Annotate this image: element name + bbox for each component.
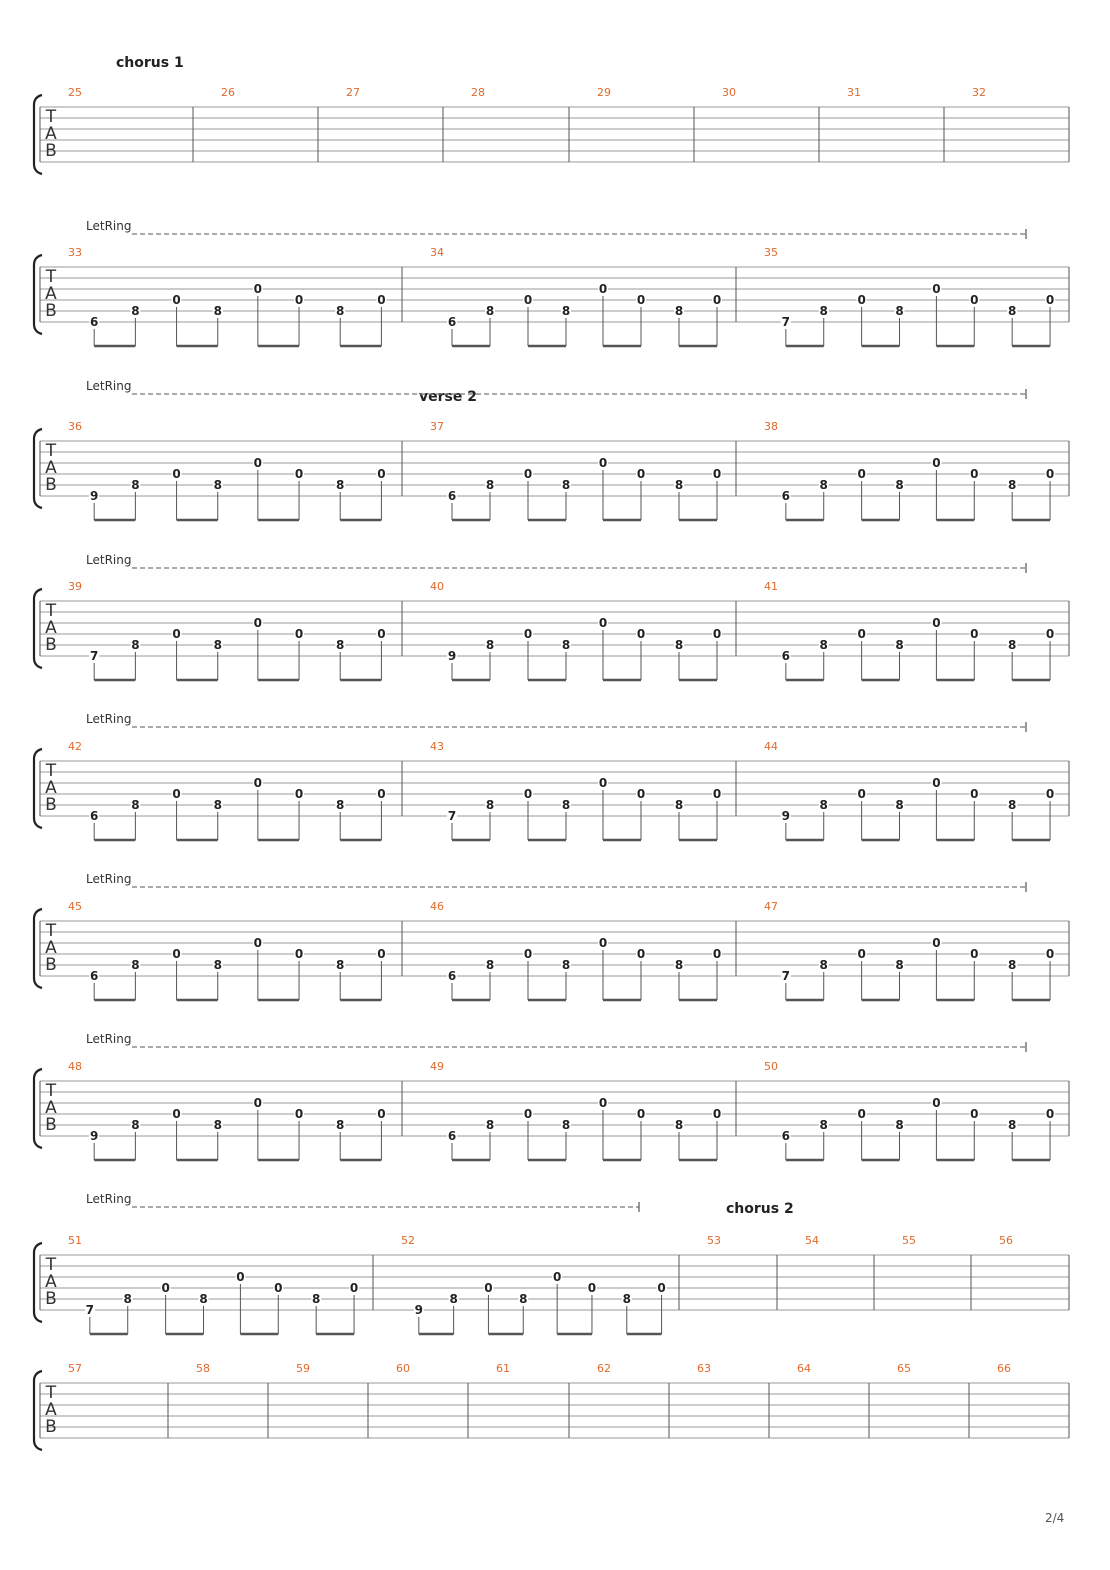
measure-number: 48 — [68, 1060, 82, 1073]
fret-number: 0 — [657, 1281, 666, 1295]
fret-number: 0 — [172, 467, 181, 481]
fret-number: 0 — [523, 947, 533, 961]
tab-clef-letter: A — [45, 938, 57, 958]
fret-number: 0 — [1045, 787, 1055, 801]
fret-number: 0 — [970, 787, 979, 801]
fret-number: 8 — [131, 638, 140, 652]
fret-number: 0 — [1045, 293, 1055, 307]
fret-number: 8 — [131, 798, 140, 812]
fret-number: 0 — [1045, 947, 1055, 961]
fret-number: 8 — [131, 958, 140, 972]
fret-number: 0 — [377, 1107, 386, 1121]
fret-number: 7 — [781, 315, 791, 329]
fret-number: 0 — [523, 467, 533, 481]
page-number: 2/4 — [1045, 1511, 1065, 1525]
fret-number: 0 — [932, 456, 941, 470]
fret-number: 8 — [213, 638, 222, 652]
fret-number: 0 — [712, 293, 722, 307]
measure-number: 27 — [346, 86, 360, 99]
fret-number: 8 — [213, 958, 222, 972]
fret-number: 8 — [561, 798, 571, 812]
fret-number: 0 — [636, 293, 646, 307]
fret-number: 8 — [336, 304, 345, 318]
fret-number: 7 — [781, 969, 791, 983]
fret-number: 8 — [1007, 638, 1017, 652]
fret-number: 0 — [857, 467, 866, 481]
fret-number: 0 — [377, 467, 386, 481]
section-label: chorus 2 — [726, 1201, 794, 1217]
fret-number: 8 — [561, 478, 571, 492]
fret-number: 0 — [294, 627, 304, 641]
fret-number: 0 — [294, 1107, 304, 1121]
fret-number: 8 — [336, 638, 345, 652]
fret-number: 8 — [895, 304, 904, 318]
fret-number: 8 — [485, 798, 495, 812]
measure-number: 39 — [68, 580, 82, 593]
fret-number: 0 — [377, 787, 386, 801]
tab-clef-letter: T — [45, 1081, 57, 1101]
fret-number: 8 — [895, 958, 904, 972]
fret-number: 0 — [253, 616, 263, 630]
fret-number: 8 — [819, 638, 828, 652]
fret-number: 8 — [674, 478, 684, 492]
tab-clef-letter: T — [45, 107, 57, 127]
measure-number: 61 — [496, 1362, 510, 1375]
fret-number: 0 — [523, 787, 533, 801]
fret-number: 8 — [561, 958, 571, 972]
fret-number: 0 — [636, 1107, 646, 1121]
tab-clef-letter: B — [45, 475, 57, 495]
measure-number: 40 — [430, 580, 444, 593]
measure-number: 52 — [401, 1234, 415, 1247]
measure-number: 56 — [999, 1234, 1013, 1247]
fret-number: 0 — [377, 947, 386, 961]
fret-number: 0 — [349, 1281, 359, 1295]
fret-number: 0 — [484, 1281, 493, 1295]
fret-number: 8 — [336, 478, 345, 492]
fret-number: 9 — [447, 649, 457, 663]
fret-number: 0 — [294, 947, 304, 961]
fret-number: 0 — [636, 947, 646, 961]
measure-number: 42 — [68, 740, 82, 753]
tab-clef-letter: B — [45, 955, 57, 975]
fret-number: 8 — [485, 478, 495, 492]
fret-number: 6 — [781, 649, 791, 663]
fret-number: 8 — [1007, 1118, 1017, 1132]
measure-number: 33 — [68, 246, 82, 259]
fret-number: 0 — [598, 1096, 608, 1110]
fret-number: 0 — [857, 627, 866, 641]
fret-number: 0 — [598, 456, 608, 470]
fret-number: 0 — [253, 776, 263, 790]
tab-clef-letter: B — [45, 1289, 57, 1309]
fret-number: 8 — [819, 1118, 828, 1132]
fret-number: 0 — [857, 947, 866, 961]
measure-number: 62 — [597, 1362, 611, 1375]
fret-number: 8 — [895, 638, 904, 652]
fret-number: 8 — [895, 1118, 904, 1132]
measure-number: 32 — [972, 86, 986, 99]
tab-clef-letter: B — [45, 1417, 57, 1437]
fret-number: 0 — [857, 293, 866, 307]
fret-number: 0 — [274, 1281, 283, 1295]
fret-number: 8 — [485, 304, 495, 318]
measure-number: 35 — [764, 246, 778, 259]
fret-number: 6 — [781, 1129, 791, 1143]
fret-number: 8 — [895, 798, 904, 812]
fret-number: 8 — [131, 304, 140, 318]
fret-number: 8 — [819, 798, 828, 812]
measure-number: 59 — [296, 1362, 310, 1375]
measure-number: 57 — [68, 1362, 82, 1375]
let-ring-label: LetRing — [86, 219, 132, 233]
fret-number: 0 — [523, 627, 533, 641]
tab-clef-letter: T — [45, 1383, 57, 1403]
fret-number: 8 — [213, 478, 222, 492]
fret-number: 8 — [674, 958, 684, 972]
fret-number: 0 — [294, 787, 304, 801]
tab-clef-letter: A — [45, 458, 57, 478]
fret-number: 0 — [970, 947, 979, 961]
fret-number: 0 — [172, 627, 181, 641]
fret-number: 0 — [970, 467, 979, 481]
fret-number: 0 — [636, 627, 646, 641]
tab-clef-letter: A — [45, 1400, 57, 1420]
fret-number: 0 — [1045, 467, 1055, 481]
fret-number: 0 — [1045, 627, 1055, 641]
fret-number: 9 — [90, 1129, 99, 1143]
fret-number: 9 — [90, 489, 99, 503]
measure-number: 34 — [430, 246, 444, 259]
fret-number: 8 — [674, 304, 684, 318]
let-ring-label: LetRing — [86, 712, 132, 726]
measure-number: 28 — [471, 86, 485, 99]
fret-number: 8 — [131, 1118, 140, 1132]
fret-number: 6 — [781, 489, 791, 503]
fret-number: 8 — [561, 638, 571, 652]
measure-number: 26 — [221, 86, 235, 99]
tab-clef-letter: A — [45, 618, 57, 638]
tab-clef-letter: T — [45, 267, 57, 287]
fret-number: 0 — [636, 787, 646, 801]
measure-number: 50 — [764, 1060, 778, 1073]
fret-number: 8 — [674, 798, 684, 812]
fret-number: 0 — [172, 787, 181, 801]
fret-number: 7 — [90, 649, 99, 663]
fret-number: 0 — [712, 947, 722, 961]
fret-number: 8 — [485, 638, 495, 652]
measure-number: 60 — [396, 1362, 410, 1375]
fret-number: 7 — [85, 1303, 95, 1317]
tab-clef-letter: T — [45, 921, 57, 941]
fret-number: 6 — [447, 489, 457, 503]
fret-number: 0 — [552, 1270, 562, 1284]
fret-number: 8 — [336, 798, 345, 812]
fret-number: 0 — [598, 616, 608, 630]
measure-number: 55 — [902, 1234, 916, 1247]
tab-clef-letter: B — [45, 635, 57, 655]
measure-number: 66 — [997, 1362, 1011, 1375]
section-label: verse 2 — [419, 389, 477, 405]
fret-number: 0 — [636, 467, 646, 481]
fret-number: 0 — [712, 787, 722, 801]
measure-number: 43 — [430, 740, 444, 753]
fret-number: 8 — [485, 958, 495, 972]
fret-number: 0 — [970, 1107, 979, 1121]
measure-number: 25 — [68, 86, 82, 99]
fret-number: 0 — [253, 282, 263, 296]
fret-number: 0 — [377, 627, 386, 641]
tab-clef-letter: A — [45, 124, 57, 144]
measure-number: 38 — [764, 420, 778, 433]
fret-number: 8 — [895, 478, 904, 492]
fret-number: 8 — [123, 1292, 132, 1306]
fret-number: 0 — [253, 936, 263, 950]
fret-number: 0 — [712, 467, 722, 481]
tab-clef-letter: T — [45, 441, 57, 461]
fret-number: 0 — [857, 787, 866, 801]
fret-number: 0 — [161, 1281, 170, 1295]
tab-clef-letter: A — [45, 778, 57, 798]
fret-number: 0 — [598, 282, 608, 296]
fret-number: 8 — [561, 1118, 571, 1132]
let-ring-label: LetRing — [86, 1032, 132, 1046]
fret-number: 0 — [970, 293, 979, 307]
fret-number: 8 — [336, 958, 345, 972]
measure-number: 36 — [68, 420, 82, 433]
fret-number: 8 — [336, 1118, 345, 1132]
fret-number: 8 — [561, 304, 571, 318]
measure-number: 63 — [697, 1362, 711, 1375]
fret-number: 0 — [932, 616, 941, 630]
tab-clef-letter: B — [45, 141, 57, 161]
fret-number: 9 — [414, 1303, 423, 1317]
measure-number: 46 — [430, 900, 444, 913]
fret-number: 8 — [1007, 304, 1017, 318]
tab-clef-letter: B — [45, 301, 57, 321]
fret-number: 0 — [970, 627, 979, 641]
measure-number: 58 — [196, 1362, 210, 1375]
tab-clef-letter: A — [45, 284, 57, 304]
fret-number: 0 — [712, 1107, 722, 1121]
fret-number: 0 — [932, 776, 941, 790]
measure-number: 65 — [897, 1362, 911, 1375]
fret-number: 0 — [172, 1107, 181, 1121]
fret-number: 8 — [485, 1118, 495, 1132]
fret-number: 9 — [781, 809, 791, 823]
fret-number: 8 — [131, 478, 140, 492]
tab-clef-letter: A — [45, 1098, 57, 1118]
measure-number: 47 — [764, 900, 778, 913]
fret-number: 0 — [172, 947, 181, 961]
fret-number: 8 — [213, 304, 222, 318]
fret-number: 0 — [712, 627, 722, 641]
fret-number: 0 — [172, 293, 181, 307]
tab-clef-letter: T — [45, 761, 57, 781]
measure-number: 37 — [430, 420, 444, 433]
let-ring-label: LetRing — [86, 553, 132, 567]
fret-number: 8 — [519, 1292, 528, 1306]
fret-number: 6 — [447, 969, 457, 983]
fret-number: 8 — [1007, 478, 1017, 492]
tab-clef-letter: T — [45, 1255, 57, 1275]
let-ring-label: LetRing — [86, 872, 132, 886]
fret-number: 8 — [213, 798, 222, 812]
measure-number: 54 — [805, 1234, 819, 1247]
measure-number: 44 — [764, 740, 778, 753]
measure-number: 31 — [847, 86, 861, 99]
fret-number: 0 — [598, 776, 608, 790]
fret-number: 8 — [674, 638, 684, 652]
fret-number: 0 — [294, 293, 304, 307]
fret-number: 7 — [447, 809, 457, 823]
fret-number: 6 — [90, 315, 99, 329]
tab-clef-letter: B — [45, 1115, 57, 1135]
fret-number: 0 — [932, 1096, 941, 1110]
measure-number: 64 — [797, 1362, 811, 1375]
fret-number: 8 — [674, 1118, 684, 1132]
fret-number: 0 — [932, 282, 941, 296]
fret-number: 8 — [819, 478, 828, 492]
fret-number: 8 — [311, 1292, 321, 1306]
fret-number: 0 — [598, 936, 608, 950]
fret-number: 0 — [523, 293, 533, 307]
measure-number: 29 — [597, 86, 611, 99]
fret-number: 0 — [587, 1281, 597, 1295]
fret-number: 8 — [213, 1118, 222, 1132]
measure-number: 51 — [68, 1234, 82, 1247]
measure-number: 41 — [764, 580, 778, 593]
fret-number: 8 — [1007, 958, 1017, 972]
let-ring-label: LetRing — [86, 379, 132, 393]
fret-number: 0 — [236, 1270, 245, 1284]
fret-number: 6 — [447, 315, 457, 329]
fret-number: 0 — [377, 293, 386, 307]
fret-number: 0 — [932, 936, 941, 950]
fret-number: 6 — [90, 809, 99, 823]
fret-number: 0 — [1045, 1107, 1055, 1121]
tab-clef-letter: B — [45, 795, 57, 815]
fret-number: 6 — [90, 969, 99, 983]
fret-number: 0 — [294, 467, 304, 481]
tab-clef-letter: A — [45, 1272, 57, 1292]
fret-number: 0 — [253, 456, 263, 470]
fret-number: 6 — [447, 1129, 457, 1143]
fret-number: 0 — [857, 1107, 866, 1121]
fret-number: 0 — [523, 1107, 533, 1121]
measure-number: 53 — [707, 1234, 721, 1247]
measure-number: 30 — [722, 86, 736, 99]
let-ring-label: LetRing — [86, 1192, 132, 1206]
fret-number: 8 — [1007, 798, 1017, 812]
measure-number: 49 — [430, 1060, 444, 1073]
fret-number: 8 — [449, 1292, 458, 1306]
section-label: chorus 1 — [116, 55, 184, 71]
fret-number: 8 — [199, 1292, 208, 1306]
fret-number: 8 — [819, 304, 828, 318]
fret-number: 8 — [819, 958, 828, 972]
tab-clef-letter: T — [45, 601, 57, 621]
measure-number: 45 — [68, 900, 82, 913]
fret-number: 8 — [622, 1292, 631, 1306]
fret-number: 0 — [253, 1096, 263, 1110]
